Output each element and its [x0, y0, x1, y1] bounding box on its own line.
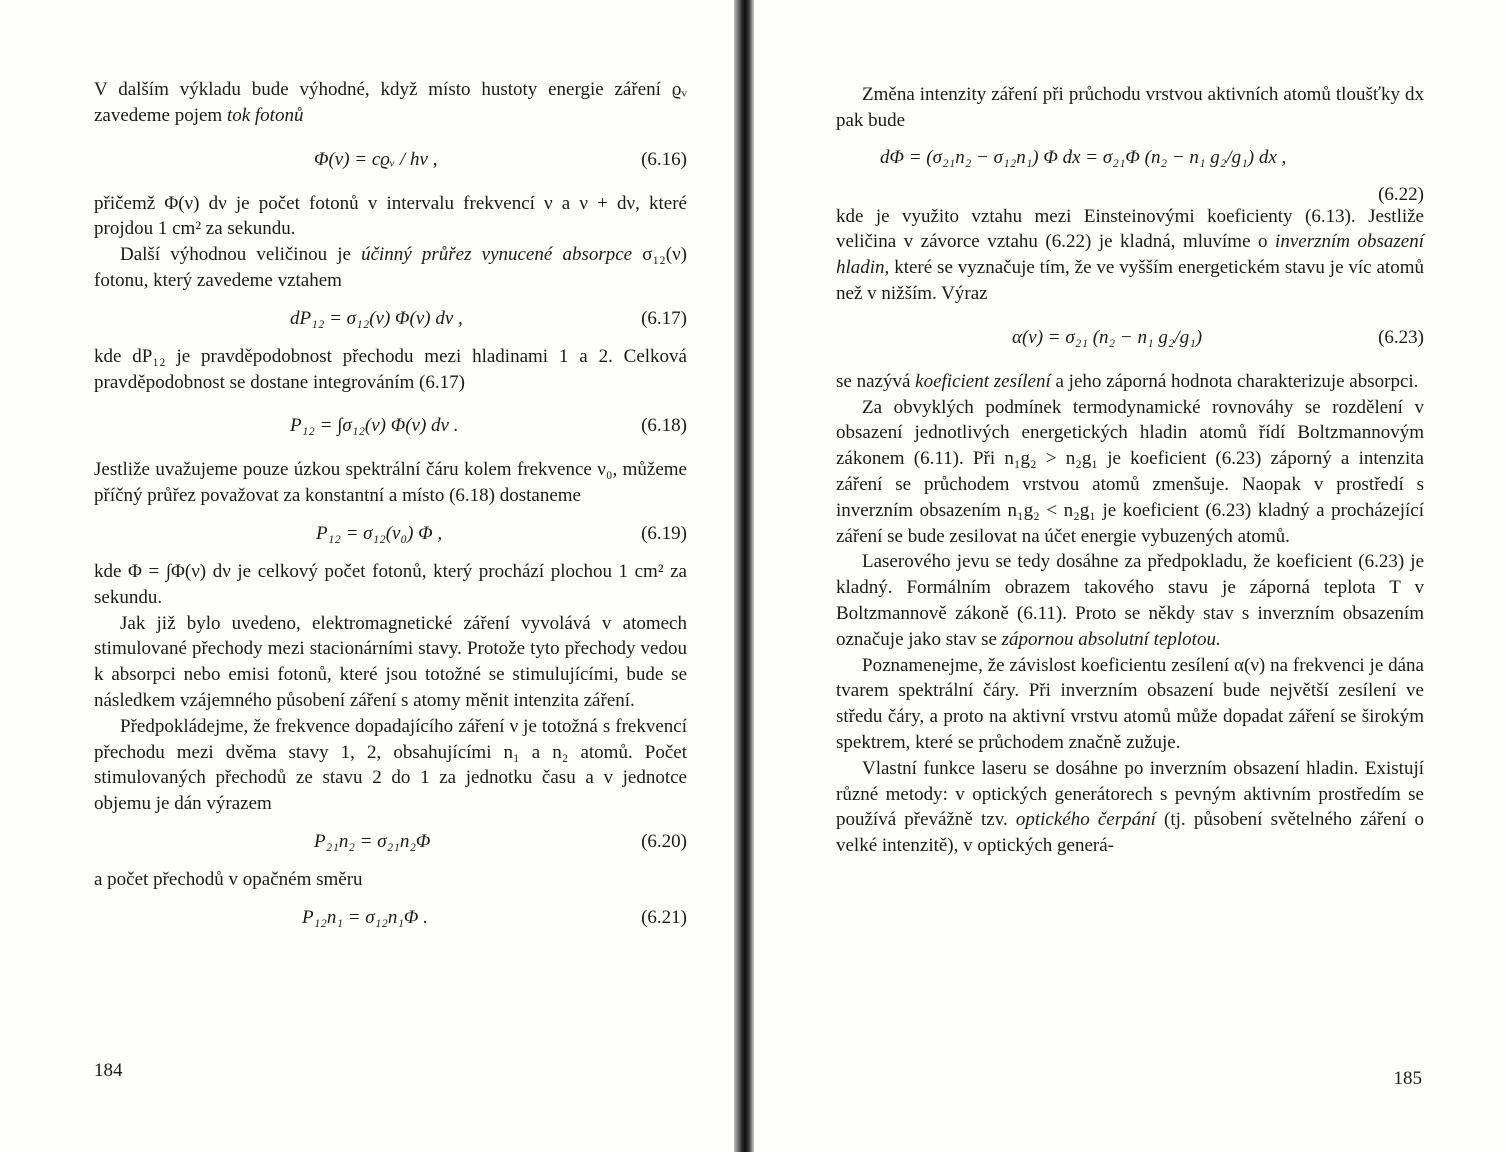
equation-body: P₁₂n₁ = σ₁₂n₁Φ .: [302, 906, 428, 928]
paragraph: Laserového jevu se tedy dosáhne za předpokladu, že koeficient (6.23) je kladný. Formálním obrazem takového stavu je záporná teplota T v Boltzmannově zákoně (6.11). Proto se někdy stav s inverzním obsazením označuje jako stav se zápornou absolutní teplotou.: [836, 551, 1424, 650]
equation-number: (6.16): [641, 148, 687, 170]
term: optického čerpání: [1015, 809, 1156, 831]
equation-number: (6.21): [641, 906, 687, 928]
right-text-column: [836, 82, 1424, 859]
paragraph: Změna intenzity záření při průchodu vrstvou aktivních atomů tloušťky dx pak bude: [836, 84, 1424, 131]
page-number: 185: [1393, 1068, 1422, 1089]
paragraph: přičemž Φ(ν) dν je počet fotonů v intervalu frekvencí ν a ν + dν, které projdou 1 cm² za sekundu.: [94, 192, 687, 240]
equation-number: (6.20): [641, 831, 687, 853]
paragraph: V dalším výkladu bude výhodné, když místo hustoty energie záření ϱᵥ zavedeme pojem tok fotonů: [94, 79, 687, 126]
equation-6-18: [94, 395, 687, 457]
equation-number: (6.17): [641, 307, 687, 329]
equation-number: (6.22): [1378, 183, 1424, 205]
equation-number: (6.18): [641, 415, 687, 437]
paragraph: Předpokládejme, že frekvence dopadajícího záření ν je totožná s frekvencí přechodu mezi dvěma stavy 1, 2, obsahujícími n₁ a n₂ atomů. Počet stimulovaných přechodů ze stavu 2 do 1 za jednotku času a v jednotce objemu je dán výrazem: [94, 715, 687, 815]
equation-6-17: [94, 294, 687, 344]
paragraph: Jestliže uvažujeme pouze úzkou spektrální čáru kolem frekvence ν₀, můžeme příčný průřez považovat za konstantní a místo (6.18) dostaneme: [94, 459, 687, 507]
paragraph: se nazývá koeficient zesílení a jeho záporná hodnota charakterizuje absorpci.: [836, 370, 1419, 392]
equation-6-22: [836, 134, 1424, 204]
page-number: 184: [94, 1060, 123, 1081]
paragraph: Poznamenejme, že závislost koeficientu zesílení α(ν) na frekvenci je dána tvarem spektrální čáry. Při inverzním obsazení bude největší zesílení ve středu čáry, a proto na aktivní vrstvu atomů může dopadat záření se širokým spektrem, které se průchodem značně zužuje.: [836, 654, 1424, 753]
paragraph: Vlastní funkce laseru se dosáhne po inverzním obsazení hladin. Existují různé metody: v optických generátorech s pevným aktivním prostředím se používá převážně tzv. optického čerpání (tj. působení světelného záření o velké intenzitě), v optických generá-: [836, 757, 1424, 857]
equation-number: (6.19): [641, 523, 687, 545]
right-page: [754, 0, 1506, 1152]
term: účinný průřez vynucené absorpce: [361, 244, 633, 266]
equation-6-19: [94, 509, 687, 559]
paragraph: a počet přechodů v opačném směru: [94, 868, 363, 890]
equation-body: P₂₁n₂ = σ₂₁n₂Φ: [314, 831, 431, 853]
equation-6-23: [836, 307, 1424, 369]
left-text-column: [94, 77, 687, 943]
term: tok fotonů: [226, 104, 304, 126]
equation-body: Φ(ν) = cϱᵥ / hν ,: [314, 148, 438, 170]
book-gutter: [734, 0, 754, 1152]
paragraph: kde dP₁₂ je pravděpodobnost přechodu mezi hladinami 1 a 2. Celková pravděpodobnost se dostane integrováním (6.17): [94, 345, 687, 393]
term: inverzním obsazení hladin,: [836, 231, 1424, 279]
equation-6-20: [94, 817, 687, 867]
left-page: [0, 0, 734, 1152]
term: koeficient zesílení: [915, 370, 1051, 392]
paragraph: Jak již bylo uvedeno, elektromagnetické záření vyvolává v atomech stimulované přechody mezi stacionárními stavy. Protože tyto přechody vedou k absorpci nebo emisi fotonů, které jsou totožné se stimulujícími, bude se následkem vzájemného působení záření s atomy měnit intenzita záření.: [94, 612, 687, 711]
term: zápornou absolutní teplotou.: [1001, 628, 1221, 650]
equation-body: P₁₂ = σ₁₂(ν₀) Φ ,: [316, 523, 443, 545]
paragraph: Za obvyklých podmínek termodynamické rovnováhy se rozdělení v obsazení jednotlivých energetických hladin atomů řídí Boltzmannovým zákonem (6.11). Při n₁g₂ > n₂g₁ je koeficient (6.23) záporný a intenzita záření se průchodem vrstvou atomů zmenšuje. Naopak v prostředí s inverzním obsazením n₁g₂ < n₂g₁ je koeficient (6.23) kladný a procházející záření se bude zesilovat na účet energie vybuzených atomů.: [836, 396, 1424, 547]
equation-body: P₁₂ = ∫σ₁₂(ν) Φ(ν) dν .: [290, 415, 459, 437]
equation-body: dP₁₂ = σ₁₂(ν) Φ(ν) dν ,: [290, 307, 463, 329]
paragraph: kde je využito vztahu mezi Einsteinovými koeficienty (6.13). Jestliže veličina v závorce vztahu (6.22) je kladná, mluvíme o inverzním obsazení hladin, které se vyznačuje tím, že ve vyšším energetickém stavu je víc atomů než v nižším. Výraz: [836, 205, 1424, 304]
equation-6-21: [94, 893, 687, 943]
equation-body: α(ν) = σ₂₁ (n₂ − n₁ g₂/g₁): [1012, 326, 1203, 348]
equation-6-16: [94, 129, 687, 191]
paragraph: kde Φ = ∫Φ(ν) dν je celkový počet fotonů, který prochází plochou 1 cm² za sekundu.: [94, 560, 687, 608]
paragraph: Další výhodnou veličinou je účinný průřez vynucené absorpce σ₁₂(ν) fotonu, který zavedeme vztahem: [94, 244, 687, 291]
equation-body: dΦ = (σ₂₁n₂ − σ₁₂n₁) Φ dx = σ₂₁Φ (n₂ − n₁ g₂/g₁) dx ,: [880, 146, 1287, 168]
equation-number: (6.23): [1378, 326, 1424, 348]
